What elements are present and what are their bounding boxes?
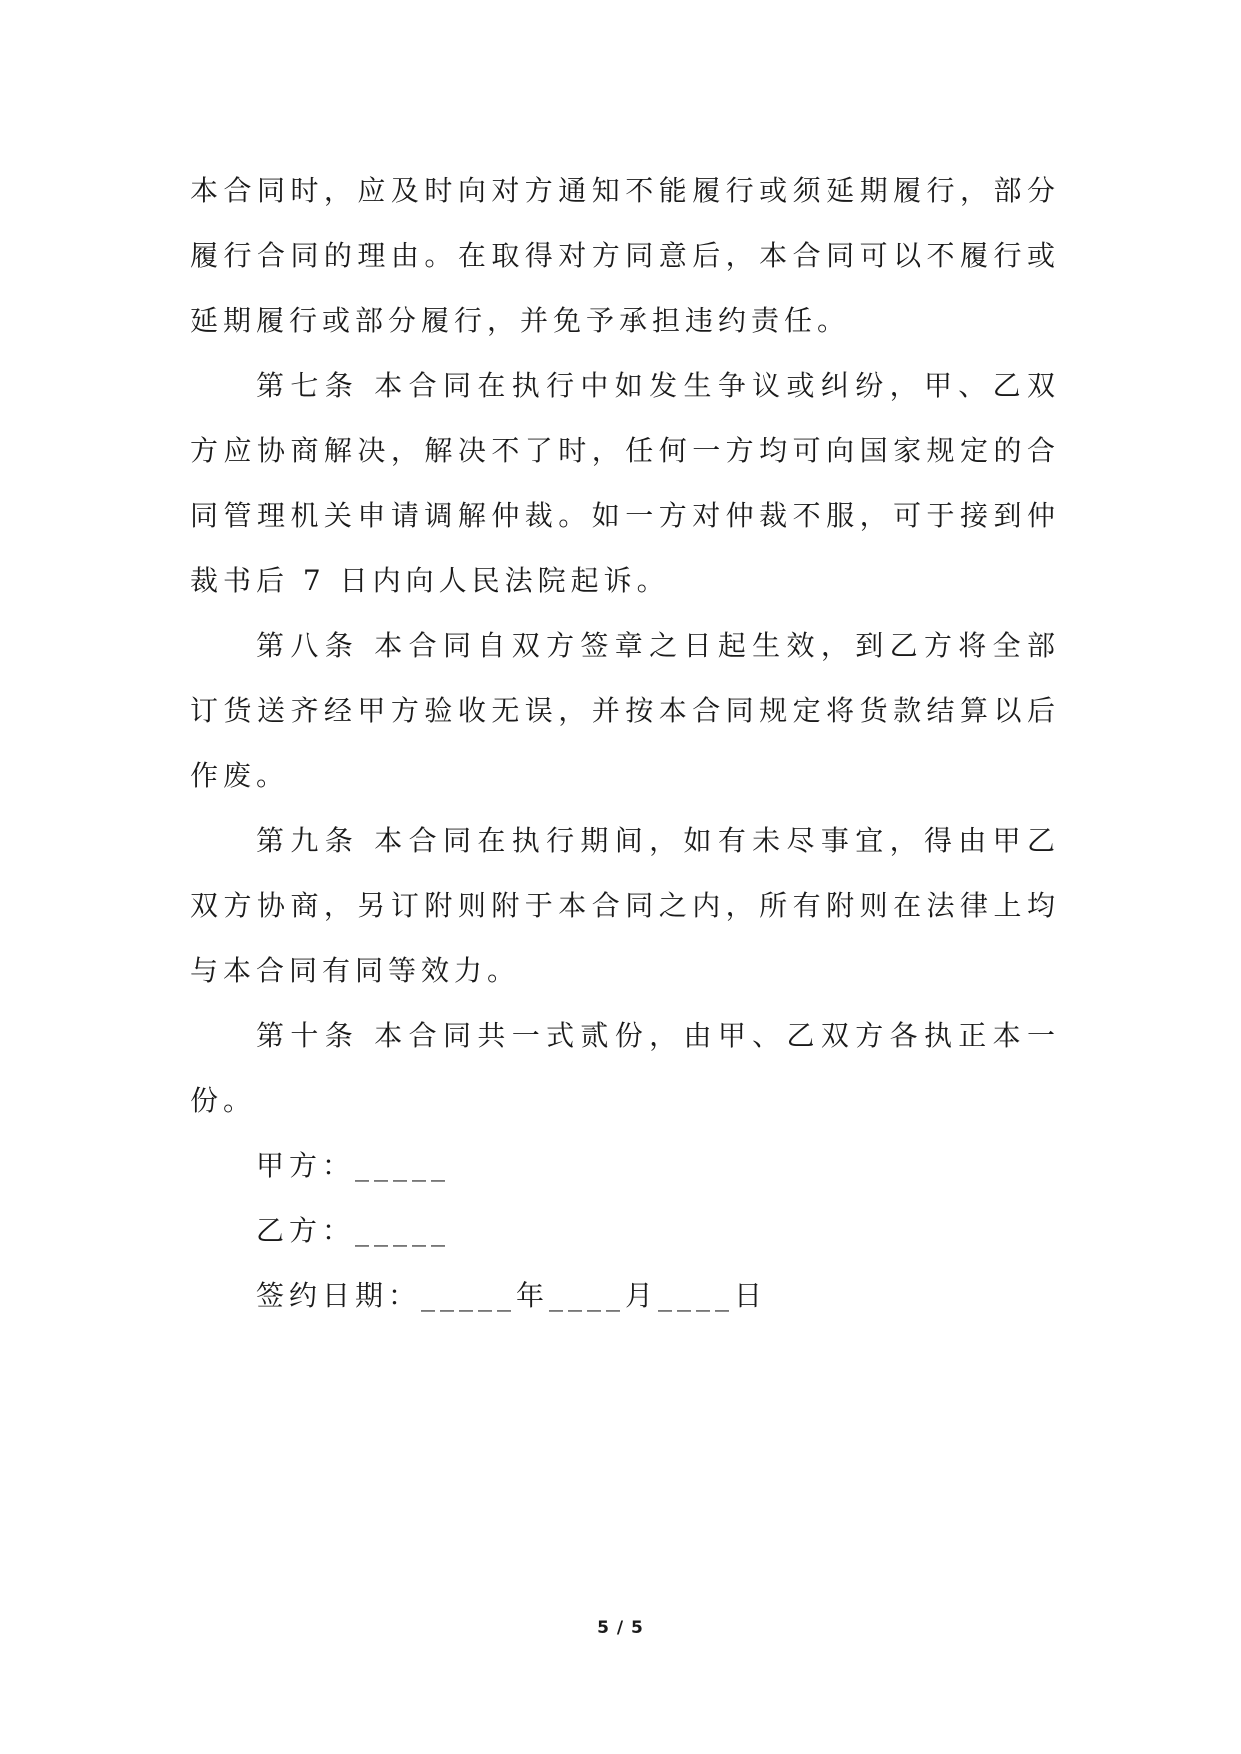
document-body bbox=[190, 158, 1060, 1328]
paragraph-article-8: 第八条 本合同自双方签章之日起生效，到乙方将全部订货送齐经甲方验收无误，并按本合同规定将货款结算以后作废。 bbox=[190, 629, 1060, 792]
signature-party-a: 甲方：_____ bbox=[256, 1149, 451, 1182]
signature-party-b: 乙方：_____ bbox=[256, 1214, 451, 1247]
paragraph-article-10: 第十条 本合同共一式贰份，由甲、乙双方各执正本一份。 bbox=[190, 1019, 1060, 1117]
paragraph-article-7: 第七条 本合同在执行中如发生争议或纠纷，甲、乙双方应协商解决，解决不了时，任何一方均可向国家规定的合同管理机关申请调解仲裁。如一方对仲裁不服，可于接到仲裁书后 7 日内向人民法院起诉。 bbox=[190, 369, 1060, 597]
paragraph-continued: 本合同时，应及时向对方通知不能履行或须延期履行，部分履行合同的理由。在取得对方同意后，本合同可以不履行或延期履行或部分履行，并免予承担违约责任。 bbox=[190, 174, 1060, 337]
signature-date: 签约日期：_____年____月____日 bbox=[256, 1279, 768, 1312]
page-number: 5 / 5 bbox=[597, 1618, 644, 1638]
paragraph-article-9: 第九条 本合同在执行期间，如有未尽事宜，得由甲乙双方协商，另订附则附于本合同之内，所有附则在法律上均与本合同有同等效力。 bbox=[190, 824, 1060, 987]
